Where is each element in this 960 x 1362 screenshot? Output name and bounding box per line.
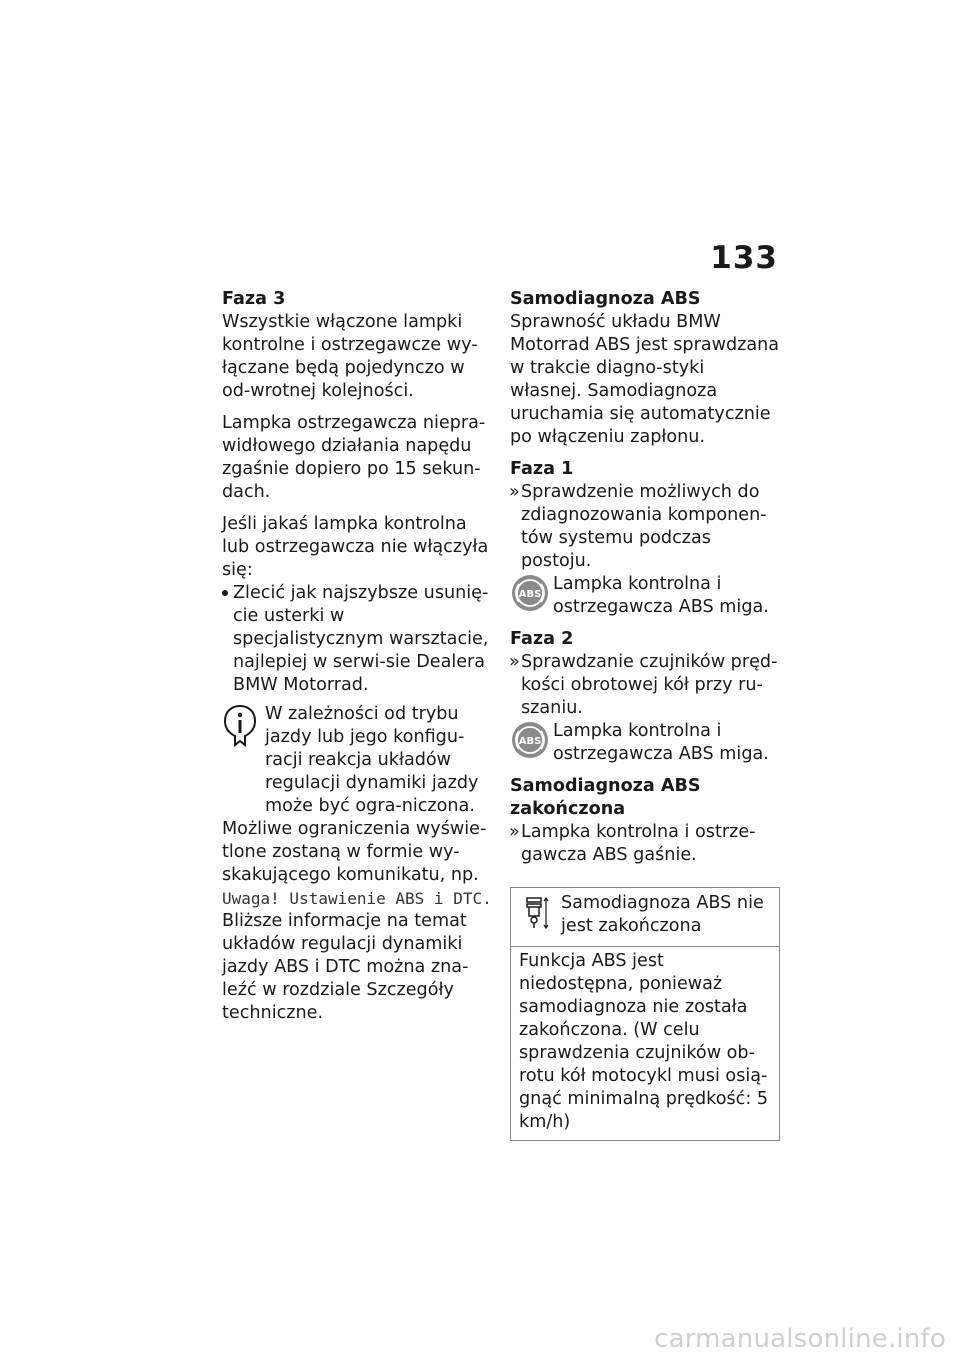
phase-1-step: [510, 481, 780, 573]
more-info-paragraph: Bliższe informacje na temat układów regulacji dynamiki jazdy ABS i DTC można zna-leźć w rozdziale Szczegóły techniczne.: [222, 911, 469, 1023]
note-box-header: [511, 888, 779, 947]
info-icon: [222, 703, 258, 756]
heading-phase-3: Faza 3: [222, 289, 286, 309]
note-box-title: Samodiagnoza ABS nie jest zakończona: [561, 893, 764, 936]
heading-phase-1: Faza 1: [510, 459, 574, 479]
complete-steps: [510, 821, 780, 867]
phase-3-text: Wszystkie włączone lampki kontrolne i ostrzegawcze wy-łączane będą pojedynczo w od-wrotnej kolejności.: [222, 312, 478, 401]
heading-phase-2: Faza 2: [510, 629, 574, 649]
info-note: [222, 703, 492, 818]
svg-text:ABS: ABS: [518, 589, 542, 600]
drive-warning-paragraph: Lampka ostrzegawcza niepra-widłowego działania napędu zgaśnie dopiero po 15 sekun-dach.: [222, 413, 486, 502]
phase-1-lamp-row: [510, 573, 780, 619]
watermark: carmanualsonline.info: [654, 1324, 946, 1354]
svg-text:ABS: ABS: [518, 736, 542, 747]
right-column: [510, 288, 780, 1141]
step-marker: »: [509, 482, 520, 502]
note-box: [510, 887, 780, 1141]
complete-step: [510, 821, 780, 867]
possible-limits-paragraph: Możliwe ograniczenia wyświe-tlone zostaną w formie wy-skakującego komunikatu, np.: [222, 819, 487, 885]
heading-self-diagnosis-complete: Samodiagnoza ABS zakończona: [510, 776, 701, 819]
phase-2-step: [510, 651, 780, 720]
phase-2-lamp-text: Lampka kontrolna i ostrzegawcza ABS miga.: [553, 721, 769, 764]
bullet-list: [222, 582, 492, 697]
note-box-body: Funkcja ABS jest niedostępna, ponieważ samodiagnoza nie została zakończona. (W celu sprawdzenia czujników ob-rotu kół motocykl musi osią-gnąć minimalną prędkość: 5 km/h): [519, 951, 769, 1132]
popup-message: Uwaga! Ustawienie ABS i DTC.: [222, 889, 492, 908]
page-number: 133: [710, 240, 778, 276]
phase-2-lamp-row: [510, 720, 780, 766]
complete-step-text: Lampka kontrolna i ostrze-gawcza ABS gaśnie.: [521, 822, 756, 865]
self-diagnosis-text: Sprawność układu BMW Motorrad ABS jest sprawdzana w trakcie diagno-styki własnej. Samodiagnoza uruchamia się automatycznie po włączeniu zapłonu.: [510, 312, 780, 447]
info-text: W zależności od trybu jazdy lub jego konfigu-racji reakcja układów regulacji dynamiki jazdy może być ogra-niczona.: [265, 704, 479, 816]
phase-2-step-text: Sprawdzanie czujników pręd-kości obrotowej kół przy ru-szaniu.: [521, 652, 778, 718]
left-column: [222, 288, 492, 1025]
abs-warning-icon: [510, 720, 550, 767]
technical-detail-icon: [525, 896, 551, 937]
lamp-failure-paragraph: Jeśli jakaś lampka kontrolna lub ostrzegawcza nie włączyła się:: [222, 514, 489, 580]
bullet-workshop: Zlecić jak najszybsze usunię-cie usterki w specjalistycznym warsztacie, najlepiej w serwi-sie Dealera BMW Motorrad.: [222, 582, 492, 697]
phase-2-steps: [510, 651, 780, 720]
abs-warning-icon: [510, 573, 550, 620]
heading-abs-self-diagnosis: Samodiagnoza ABS: [510, 289, 701, 309]
phase-1-step-text: Sprawdzenie możliwych do zdiagnozowania komponen-tów systemu podczas postoju.: [521, 482, 767, 571]
phase-1-lamp-text: Lampka kontrolna i ostrzegawcza ABS miga.: [553, 574, 769, 617]
phase-1-steps: [510, 481, 780, 573]
step-marker: »: [509, 652, 520, 672]
step-marker: »: [509, 822, 520, 842]
